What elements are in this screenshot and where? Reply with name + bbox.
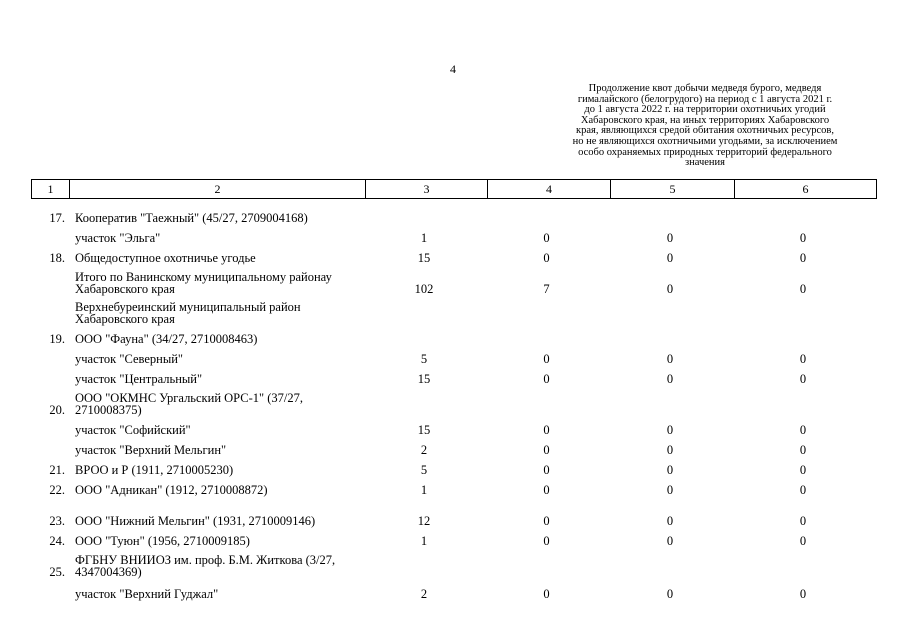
table-row <box>31 264 876 295</box>
row-value-6: 0 <box>799 514 807 528</box>
row-value-6: 0 <box>799 587 807 601</box>
table-row <box>31 244 876 264</box>
row-value-4: 0 <box>543 514 550 528</box>
row-value-4: 0 <box>543 251 550 265</box>
row-value-4: 0 <box>543 352 550 366</box>
row-name: Кооператив "Таежный" (45/27, 2709004168) <box>75 211 308 225</box>
row-value-6: 0 <box>799 372 807 386</box>
row-value-3: 2 <box>420 443 428 457</box>
page-number: 4 <box>450 62 456 76</box>
heading-line: значения <box>684 157 726 169</box>
table-row <box>31 527 876 547</box>
row-value-5: 0 <box>666 587 674 601</box>
row-name: участок "Эльга" <box>75 231 161 245</box>
row-number: 23. <box>49 514 65 528</box>
row-value-5: 0 <box>666 282 674 296</box>
table-row <box>31 416 876 436</box>
row-name: ФГБНУ ВНИИОЗ им. проф. Б.М. Житкова (3/27, 4347004369) <box>75 553 336 579</box>
row-value-5: 0 <box>666 514 674 528</box>
row-value-3: 2 <box>420 587 428 601</box>
table-row <box>31 547 876 578</box>
row-number: 17. <box>49 211 65 225</box>
row-value-6: 0 <box>799 282 807 296</box>
table-row <box>31 224 876 244</box>
row-number: 22. <box>49 483 65 497</box>
row-value-6: 0 <box>799 463 807 477</box>
row-value-3: 5 <box>420 463 428 477</box>
table-row <box>31 578 876 600</box>
row-value-3: 5 <box>420 352 428 366</box>
row-value-4: 0 <box>543 443 550 457</box>
row-name: ООО "ОКМНС Ургальский ОРС-1" (37/27, 2710008375) <box>75 391 303 417</box>
row-value-6: 0 <box>799 443 807 457</box>
row-value-3: 15 <box>417 251 431 265</box>
row-value-3: 15 <box>417 423 431 437</box>
row-value-3: 1 <box>420 483 428 497</box>
row-name: Итого по Ванинскому муниципальному районау Хабаровского края <box>75 270 332 296</box>
row-number: 25. <box>49 565 65 579</box>
table-row <box>31 295 876 325</box>
column-header: 2 <box>70 180 366 199</box>
column-header: 1 <box>32 180 70 199</box>
row-value-4: 0 <box>543 483 550 497</box>
row-name: Верхнебуреинский муниципальный район Хабаровского края <box>75 300 301 326</box>
row-name: ООО "Нижний Мельгин" (1931, 2710009146) <box>75 514 316 528</box>
row-name: участок "Северный" <box>75 352 184 366</box>
table-row <box>31 345 876 365</box>
table-row <box>31 496 876 527</box>
row-value-4: 0 <box>543 587 550 601</box>
row-name: ООО "Адникан" (1912, 2710008872) <box>75 483 268 497</box>
row-number: 24. <box>49 534 65 548</box>
row-value-4: 0 <box>543 231 550 245</box>
row-name: ООО "Фауна" (34/27, 2710008463) <box>75 332 258 346</box>
row-number: 21. <box>49 463 65 477</box>
heading-line: особо охраняемых природных территорий федерального <box>578 146 832 158</box>
row-name: участок "Центральный" <box>75 372 203 386</box>
row-name: ВРОО и Р (1911, 2710005230) <box>75 463 234 477</box>
heading-line: гималайского (белогрудого) на период с 1 августа 2021 г. <box>577 93 833 105</box>
row-value-5: 0 <box>666 423 674 437</box>
row-value-3: 102 <box>414 282 434 296</box>
column-header-table <box>31 179 877 199</box>
row-value-6: 0 <box>799 251 807 265</box>
column-header: 3 <box>366 180 488 199</box>
row-name: участок "Софийский" <box>75 423 191 437</box>
row-value-5: 0 <box>666 463 674 477</box>
row-value-5: 0 <box>666 443 674 457</box>
heading-line: но не являющихся охотничьими угодьями, за исключением <box>572 135 838 147</box>
quota-rows <box>31 204 876 600</box>
table-row <box>31 476 876 496</box>
row-value-3: 1 <box>420 231 428 245</box>
row-value-6: 0 <box>799 352 807 366</box>
row-value-5: 0 <box>666 352 674 366</box>
row-value-3: 15 <box>417 372 431 386</box>
row-value-6: 0 <box>799 231 807 245</box>
row-value-3: 12 <box>417 514 431 528</box>
table-row <box>31 325 876 345</box>
row-value-6: 0 <box>799 534 807 548</box>
heading-line: Хабаровского края, на иных территориях Хабаровского <box>580 114 830 126</box>
row-value-4: 0 <box>543 372 550 386</box>
row-name: участок "Верхний Мельгин" <box>75 443 227 457</box>
table-row <box>31 385 876 416</box>
row-value-5: 0 <box>666 372 674 386</box>
row-value-6: 0 <box>799 483 807 497</box>
column-header: 5 <box>611 180 735 199</box>
table-row <box>31 456 876 476</box>
document-heading <box>535 84 875 169</box>
row-value-4: 0 <box>543 423 550 437</box>
column-header: 6 <box>735 180 877 199</box>
heading-line: до 1 августа 2022 г. на территории охотничьих угодий <box>584 104 826 116</box>
table-row <box>31 365 876 385</box>
row-value-5: 0 <box>666 231 674 245</box>
table-row <box>31 436 876 456</box>
row-value-6: 0 <box>799 423 807 437</box>
row-value-4: 0 <box>543 534 550 548</box>
row-value-5: 0 <box>666 534 674 548</box>
row-name: участок "Верхний Гуджал" <box>75 587 219 601</box>
heading-line: края, являющихся средой обитания охотничьих ресурсов, <box>576 125 834 137</box>
row-number: 19. <box>49 332 65 346</box>
table-row <box>31 204 876 224</box>
row-value-3: 1 <box>420 534 428 548</box>
column-header: 4 <box>488 180 611 199</box>
header-row <box>32 180 877 199</box>
row-value-5: 0 <box>666 483 674 497</box>
row-value-4: 0 <box>543 463 550 477</box>
heading-line: Продолжение квот добычи медведя бурого, медведя <box>588 83 822 94</box>
row-value-4: 7 <box>543 282 550 296</box>
row-name: Общедоступное охотничье угодье <box>75 251 256 265</box>
row-number: 18. <box>49 251 65 265</box>
row-name: ООО "Туюн" (1956, 2710009185) <box>75 534 250 548</box>
row-value-5: 0 <box>666 251 674 265</box>
row-number: 20. <box>49 403 65 417</box>
